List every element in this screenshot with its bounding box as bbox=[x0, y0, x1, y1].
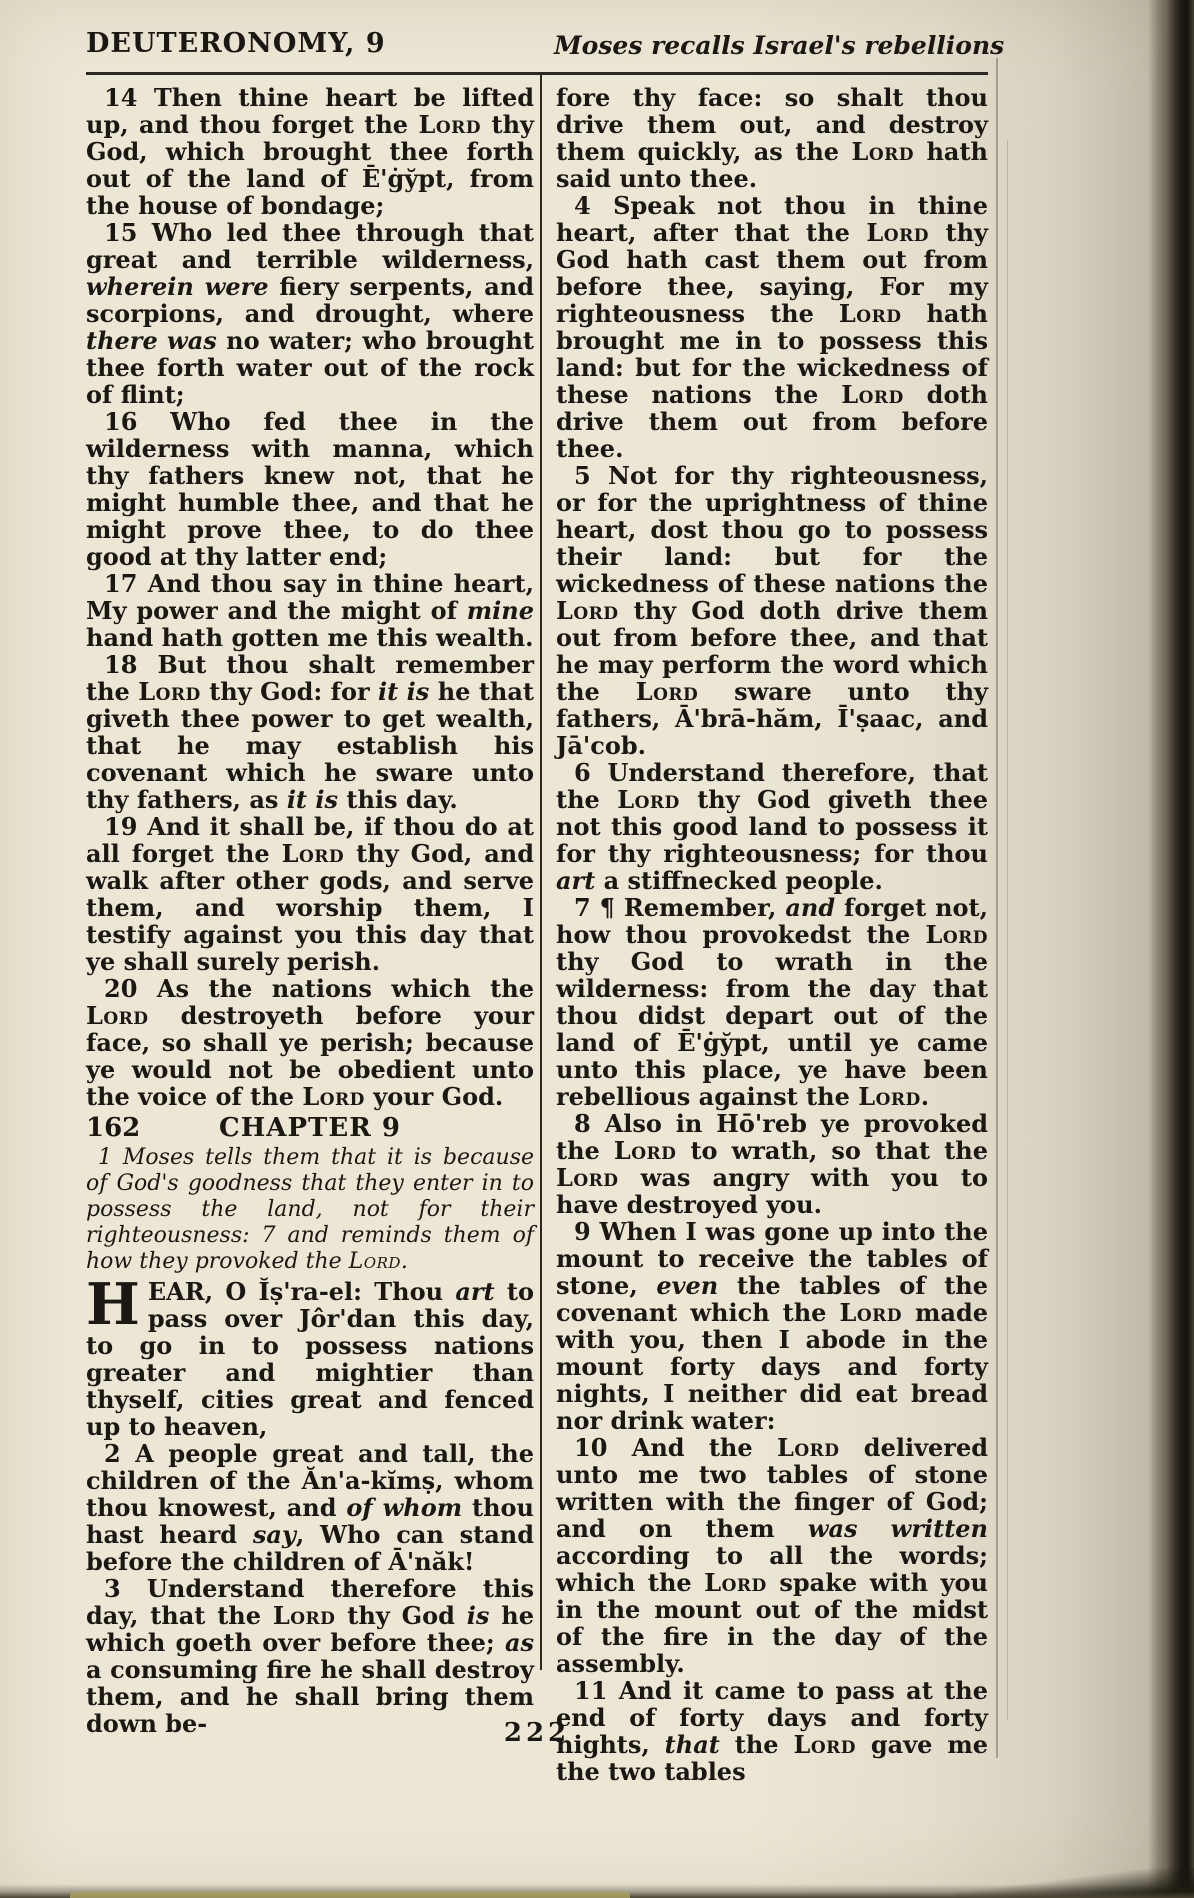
divine-name: Lord bbox=[617, 785, 680, 814]
header-rule bbox=[86, 72, 988, 75]
divine-name: Lord bbox=[272, 1601, 336, 1630]
divine-name: Lord bbox=[635, 677, 699, 706]
page-number: 222 bbox=[503, 1718, 571, 1748]
text-run: sware unto thy fathers, Ā'brā-hăm, Ī'ṣaac, and Jā'cob. bbox=[556, 677, 988, 760]
divine-name: Lord bbox=[851, 137, 915, 166]
text-run: 10 And the bbox=[574, 1433, 777, 1462]
text-run: thy God hath cast them out from before thee, saying, For my righteousness the bbox=[556, 218, 988, 328]
page-header bbox=[86, 28, 1005, 66]
italic-text: . bbox=[400, 1249, 408, 1274]
text-run: fore thy face: so shalt thou drive them out, and destroy them quickly, as the bbox=[556, 83, 988, 166]
text-run: delivered unto me two tables of stone written with the finger of God; and on them bbox=[556, 1433, 988, 1543]
verse bbox=[556, 192, 988, 462]
italic-text: was written bbox=[807, 1514, 988, 1543]
text-run: 20 As the nations which the bbox=[104, 974, 534, 1003]
italic-text: even bbox=[656, 1271, 719, 1300]
column-divider bbox=[540, 72, 542, 1670]
italic-text: that bbox=[664, 1730, 720, 1759]
italic-text: and bbox=[785, 893, 836, 922]
divine-name: Lord bbox=[556, 596, 619, 625]
divine-name: Lord bbox=[418, 110, 482, 139]
divine-name: Lord bbox=[348, 1249, 401, 1274]
text-run: 7 ¶ Remember, bbox=[574, 893, 786, 922]
text-run: destroyeth before your face, so shall ye perish; because ye would not be obedient unto the voice of the bbox=[86, 1001, 534, 1111]
text-run: 2 A people great and tall, the children of the Ăn'a-kĭmṣ, whom thou knowest, and bbox=[86, 1439, 534, 1522]
divine-name: Lord bbox=[704, 1568, 767, 1597]
divine-name: Lord bbox=[556, 1163, 619, 1192]
left-column bbox=[86, 84, 534, 1737]
verse bbox=[556, 759, 988, 894]
text-run: to pass over Jôr'dan this day, to go in to possess nations greater and mightier than thyself, cities great and fenced up to heaven, bbox=[86, 1277, 534, 1441]
text-run: 9 When I was gone up into the mount to receive the tables of stone, bbox=[556, 1217, 988, 1300]
text-run: hath said unto thee. bbox=[556, 137, 989, 193]
running-head: Moses recalls Israel's rebellions bbox=[554, 31, 1005, 60]
text-run: 17 And thou say in thine heart, My power and the might of bbox=[86, 569, 534, 625]
verse bbox=[86, 570, 534, 651]
page-curve-line bbox=[1007, 140, 1008, 1720]
text-run: 15 Who led thee through that great and terrible wilderness, bbox=[86, 218, 534, 274]
book-chapter-heading: DEUTERONOMY, 9 bbox=[86, 28, 386, 59]
chapter-title: CHAPTER 9 bbox=[219, 1113, 401, 1143]
verse bbox=[556, 1218, 988, 1434]
right-column bbox=[556, 84, 988, 1785]
text-run: hath brought me in to possess this land: but for the wickedness of these nations the bbox=[556, 299, 988, 409]
text-run: hand hath gotten me this wealth. bbox=[86, 623, 534, 652]
text-run: thy God: for bbox=[200, 677, 379, 706]
verse bbox=[86, 219, 534, 408]
text-run: the bbox=[719, 1730, 794, 1759]
text-run: the tables of the covenant which the bbox=[556, 1271, 988, 1327]
verse bbox=[556, 462, 988, 759]
verse bbox=[556, 1434, 988, 1677]
chapter-heading bbox=[86, 1115, 534, 1142]
text-run: EAR, O Ĭṣ'ra-el: Thou bbox=[147, 1277, 456, 1306]
verse bbox=[556, 1110, 988, 1218]
text-run: fiery serpents, and scorpions, and drought, where bbox=[86, 272, 534, 328]
text-run: according to all the words; which the bbox=[556, 1541, 988, 1597]
text-run: 11 And it came to pass at the end of forty days and forty nights, bbox=[556, 1676, 988, 1759]
verse bbox=[556, 894, 988, 1110]
text-run: was angry with you to have destroyed you. bbox=[556, 1163, 988, 1219]
text-run: thou hast heard bbox=[86, 1493, 534, 1549]
divine-name: Lord bbox=[86, 1001, 149, 1030]
divine-name: Lord bbox=[925, 920, 988, 949]
chapter-summary bbox=[86, 1145, 534, 1275]
divine-name: Lord bbox=[281, 839, 345, 868]
text-run: 16 Who fed thee in the wilderness with manna, which thy fathers knew not, that he might humble thee, and that he might prove thee, to do thee good at thy latter end; bbox=[86, 407, 534, 571]
text-run: a stiffnecked people. bbox=[595, 866, 883, 895]
verse bbox=[86, 813, 534, 975]
page-curve-line bbox=[996, 58, 998, 1758]
page-bottom-sliver bbox=[70, 1892, 630, 1898]
divine-name: Lord bbox=[613, 1136, 677, 1165]
text-run: thy God, and walk after other gods, and serve them, and worship them, I testify against you this day that ye shall surely perish. bbox=[86, 839, 535, 976]
text-run: 5 Not for thy righteousness, or for the uprightness of thine heart, dost thou go to possess their land: but for the wickedness of these nations the bbox=[556, 461, 988, 598]
verse bbox=[86, 408, 534, 570]
text-run: 18 But thou shalt remember the bbox=[86, 650, 534, 706]
italic-text: it is bbox=[286, 785, 338, 814]
text-run: 8 Also in Hō'reb ye provoked the bbox=[556, 1109, 988, 1165]
text-run: your God. bbox=[364, 1082, 504, 1111]
text-run: he that giveth thee power to get wealth, that he may establish his covenant which he sware unto thy fathers, as bbox=[86, 677, 534, 814]
italic-text: of whom bbox=[346, 1493, 463, 1522]
divine-name: Lord bbox=[838, 299, 902, 328]
verse bbox=[86, 1271, 534, 1441]
italic-text: is bbox=[466, 1601, 490, 1630]
divine-name: Lord bbox=[866, 218, 929, 247]
text-run: this day. bbox=[338, 785, 458, 814]
text-run: , Who can stand before the children of Ā'năk! bbox=[86, 1520, 534, 1576]
italic-text: say bbox=[252, 1520, 296, 1549]
section-number: 162 bbox=[86, 1113, 141, 1143]
text-run: gave me the two tables bbox=[556, 1730, 989, 1786]
divine-name: Lord bbox=[793, 1730, 856, 1759]
text-run: a consuming fire he shall destroy them, and he shall bring them down be- bbox=[86, 1655, 534, 1738]
drop-cap: H bbox=[86, 1271, 140, 1338]
text-run: 4 Speak not thou in thine heart, after that the bbox=[556, 191, 988, 247]
verse bbox=[86, 1440, 534, 1575]
text-run: thy God doth drive them out from before thee, and that he may perform the word which the bbox=[556, 596, 988, 706]
text-run: 19 And it shall be, if thou do at all forget the bbox=[86, 812, 534, 868]
verse-continuation bbox=[556, 84, 988, 192]
text-run: no water; who brought thee forth water out of the rock of flint; bbox=[86, 326, 535, 409]
page-edge-shadow bbox=[1148, 0, 1194, 1898]
italic-text: art bbox=[455, 1277, 495, 1306]
text-run: 3 Understand therefore this day, that the bbox=[86, 1574, 534, 1630]
text-run: to wrath, so that the bbox=[676, 1136, 988, 1165]
text-run: thy God giveth thee not this good land to possess it for thy righteousness; for thou bbox=[556, 785, 988, 868]
divine-name: Lord bbox=[841, 380, 904, 409]
text-run: doth drive them out from before thee. bbox=[556, 380, 988, 463]
italic-text: mine bbox=[466, 596, 534, 625]
verse bbox=[86, 1575, 534, 1737]
text-run: thy God to wrath in the wilderness: from the day that thou didst depart out of the land of Ē'ġy̆pt, until ye came unto this place, ye have been rebellious against the bbox=[556, 947, 988, 1111]
text-run: made with you, then I abode in the mount forty days and forty nights, I neither did eat bread nor drink water: bbox=[556, 1298, 989, 1435]
divine-name: Lord bbox=[138, 677, 201, 706]
italic-text: as bbox=[504, 1628, 534, 1657]
text-run: 6 Understand therefore, that the bbox=[556, 758, 988, 814]
text-run: . bbox=[920, 1082, 930, 1111]
verse bbox=[86, 651, 534, 813]
italic-text: 1 Moses tells them that it is because of God's goodness that they enter in to possess the land, not for their righteousness: 7 and reminds them of how they provoked the bbox=[86, 1145, 534, 1274]
italic-text: art bbox=[556, 866, 596, 895]
text-run: spake with you in the mount out of the midst of the fire in the day of the assembly. bbox=[556, 1568, 988, 1678]
verse bbox=[86, 975, 534, 1110]
divine-name: Lord bbox=[302, 1082, 365, 1111]
text-run: thy God, which brought thee forth out of the land of Ē'ġy̆pt, from the house of bondage; bbox=[86, 110, 534, 220]
text-run: 14 Then thine heart be lifted up, and thou forget the bbox=[86, 83, 534, 139]
divine-name: Lord bbox=[776, 1433, 840, 1462]
verse bbox=[86, 84, 534, 219]
divine-name: Lord bbox=[839, 1298, 903, 1327]
text-run: forget not, how thou provokedst the bbox=[556, 893, 988, 949]
text-run: he which goeth over before thee; bbox=[86, 1601, 534, 1657]
italic-text: it is bbox=[378, 677, 430, 706]
italic-text: there was bbox=[86, 326, 217, 355]
text-run: thy God bbox=[335, 1601, 467, 1630]
divine-name: Lord bbox=[858, 1082, 921, 1111]
italic-text: wherein were bbox=[86, 272, 269, 301]
